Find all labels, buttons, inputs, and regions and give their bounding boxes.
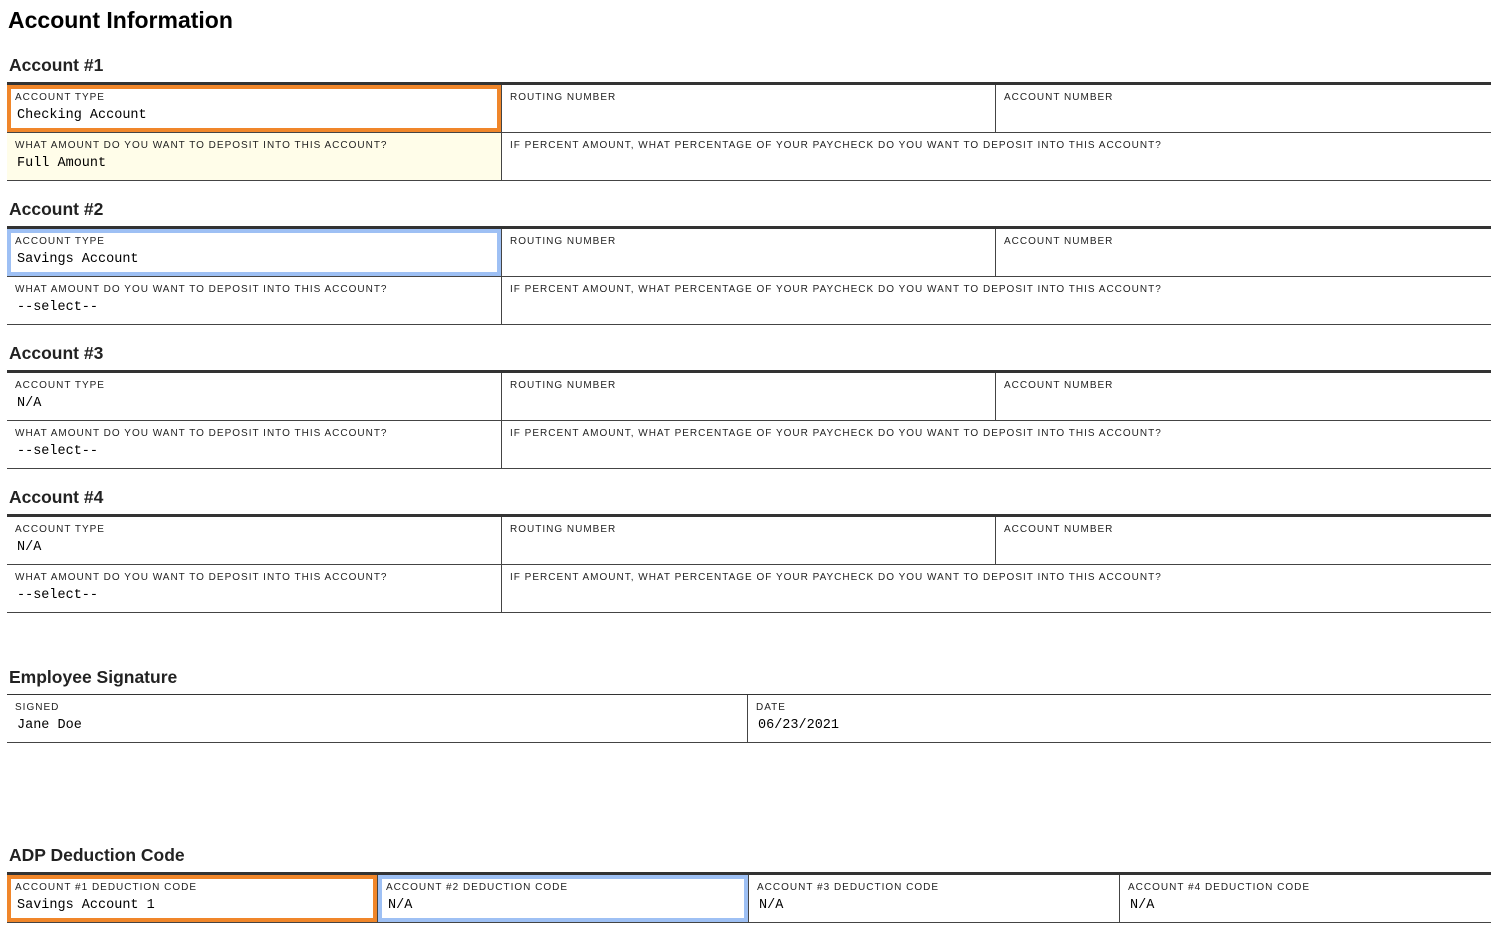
account-type-value[interactable]: N/A xyxy=(17,396,42,411)
signed-value[interactable]: Jane Doe xyxy=(17,718,82,733)
deposit-amount-value[interactable]: --select-- xyxy=(17,300,99,315)
deposit-percent-label: IF PERCENT AMOUNT, WHAT PERCENTAGE OF YOUR PAYCHECK DO YOU WANT TO DEPOSIT INTO THIS ACCOUNT? xyxy=(510,572,1162,583)
date-value[interactable]: 06/23/2021 xyxy=(758,718,840,733)
account-type-value[interactable]: N/A xyxy=(17,540,42,555)
routing-number-label: ROUTING NUMBER xyxy=(510,92,617,103)
account-2-grid xyxy=(7,226,1491,325)
account-type-label: ACCOUNT TYPE xyxy=(15,524,105,535)
account-2-row-1 xyxy=(7,229,1491,277)
signature-heading: Employee Signature xyxy=(9,667,178,687)
account-3-routing-field[interactable] xyxy=(502,373,996,420)
account-4-number-field[interactable] xyxy=(996,517,1491,564)
account-1-row-1 xyxy=(7,85,1491,133)
account-1-amount-select[interactable] xyxy=(7,133,502,180)
account-4-routing-field[interactable] xyxy=(502,517,996,564)
account-2-heading: Account #2 xyxy=(9,199,104,219)
routing-number-label: ROUTING NUMBER xyxy=(510,380,617,391)
deposit-percent-label: IF PERCENT AMOUNT, WHAT PERCENTAGE OF YOUR PAYCHECK DO YOU WANT TO DEPOSIT INTO THIS ACCOUNT? xyxy=(510,140,1162,151)
deduction-code-value[interactable]: N/A xyxy=(759,898,784,913)
account-number-label: ACCOUNT NUMBER xyxy=(1004,236,1114,247)
account-1-number-field[interactable] xyxy=(996,85,1491,132)
account-4-heading: Account #4 xyxy=(9,487,104,507)
deduction-code-label: ACCOUNT #1 DEDUCTION CODE xyxy=(15,882,198,893)
account-1-routing-field[interactable] xyxy=(502,85,996,132)
date-label: DATE xyxy=(756,702,786,713)
account-3-number-field[interactable] xyxy=(996,373,1491,420)
deposit-amount-value[interactable]: --select-- xyxy=(17,444,99,459)
deduction-code-value[interactable]: N/A xyxy=(388,898,413,913)
account-4-deduction-code-field[interactable] xyxy=(1120,875,1491,922)
account-4-type-field[interactable] xyxy=(7,517,502,564)
date-field[interactable] xyxy=(748,695,1491,742)
account-4-row-2 xyxy=(7,565,1491,613)
account-type-value[interactable]: Checking Account xyxy=(17,108,147,123)
account-3-percent-field[interactable] xyxy=(502,421,1491,468)
page-title: Account Information xyxy=(8,7,233,33)
account-type-label: ACCOUNT TYPE xyxy=(15,92,105,103)
deduction-code-label: ACCOUNT #3 DEDUCTION CODE xyxy=(757,882,940,893)
signature-grid xyxy=(7,694,1491,743)
adp-row xyxy=(7,875,1491,923)
account-4-amount-select[interactable] xyxy=(7,565,502,612)
account-3-amount-select[interactable] xyxy=(7,421,502,468)
account-3-row-2 xyxy=(7,421,1491,469)
account-2-number-field[interactable] xyxy=(996,229,1491,276)
account-type-value[interactable]: Savings Account xyxy=(17,252,139,267)
account-1-grid xyxy=(7,82,1491,181)
deposit-percent-label: IF PERCENT AMOUNT, WHAT PERCENTAGE OF YOUR PAYCHECK DO YOU WANT TO DEPOSIT INTO THIS ACCOUNT? xyxy=(510,428,1162,439)
deduction-code-label: ACCOUNT #2 DEDUCTION CODE xyxy=(386,882,569,893)
signed-field[interactable] xyxy=(7,695,748,742)
account-3-deduction-code-field[interactable] xyxy=(749,875,1120,922)
deposit-amount-label: WHAT AMOUNT DO YOU WANT TO DEPOSIT INTO THIS ACCOUNT? xyxy=(15,284,388,295)
deposit-amount-label: WHAT AMOUNT DO YOU WANT TO DEPOSIT INTO THIS ACCOUNT? xyxy=(15,140,388,151)
account-2-amount-select[interactable] xyxy=(7,277,502,324)
deposit-amount-value[interactable]: Full Amount xyxy=(17,156,107,171)
account-1-deduction-code-field[interactable] xyxy=(7,875,378,922)
account-number-label: ACCOUNT NUMBER xyxy=(1004,524,1114,535)
account-4-grid xyxy=(7,514,1491,613)
account-3-grid xyxy=(7,370,1491,469)
account-2-percent-field[interactable] xyxy=(502,277,1491,324)
account-2-deduction-code-field[interactable] xyxy=(378,875,749,922)
deposit-amount-label: WHAT AMOUNT DO YOU WANT TO DEPOSIT INTO THIS ACCOUNT? xyxy=(15,428,388,439)
account-type-label: ACCOUNT TYPE xyxy=(15,380,105,391)
account-number-label: ACCOUNT NUMBER xyxy=(1004,380,1114,391)
deposit-amount-label: WHAT AMOUNT DO YOU WANT TO DEPOSIT INTO THIS ACCOUNT? xyxy=(15,572,388,583)
signature-row xyxy=(7,695,1491,743)
account-1-type-field[interactable] xyxy=(7,85,502,132)
routing-number-label: ROUTING NUMBER xyxy=(510,524,617,535)
account-type-label: ACCOUNT TYPE xyxy=(15,236,105,247)
account-1-heading: Account #1 xyxy=(9,55,104,75)
account-1-row-2 xyxy=(7,133,1491,181)
account-2-type-field[interactable] xyxy=(7,229,502,276)
deduction-code-label: ACCOUNT #4 DEDUCTION CODE xyxy=(1128,882,1311,893)
deposit-amount-value[interactable]: --select-- xyxy=(17,588,99,603)
account-2-routing-field[interactable] xyxy=(502,229,996,276)
account-number-label: ACCOUNT NUMBER xyxy=(1004,92,1114,103)
account-1-percent-field[interactable] xyxy=(502,133,1491,180)
deposit-percent-label: IF PERCENT AMOUNT, WHAT PERCENTAGE OF YOUR PAYCHECK DO YOU WANT TO DEPOSIT INTO THIS ACCOUNT? xyxy=(510,284,1162,295)
account-3-row-1 xyxy=(7,373,1491,421)
account-4-row-1 xyxy=(7,517,1491,565)
signed-label: SIGNED xyxy=(15,702,60,713)
account-2-row-2 xyxy=(7,277,1491,325)
adp-grid xyxy=(7,872,1491,923)
account-4-percent-field[interactable] xyxy=(502,565,1491,612)
routing-number-label: ROUTING NUMBER xyxy=(510,236,617,247)
account-3-type-field[interactable] xyxy=(7,373,502,420)
adp-heading: ADP Deduction Code xyxy=(9,845,185,865)
account-3-heading: Account #3 xyxy=(9,343,104,363)
deduction-code-value[interactable]: Savings Account 1 xyxy=(17,898,155,913)
deduction-code-value[interactable]: N/A xyxy=(1130,898,1155,913)
